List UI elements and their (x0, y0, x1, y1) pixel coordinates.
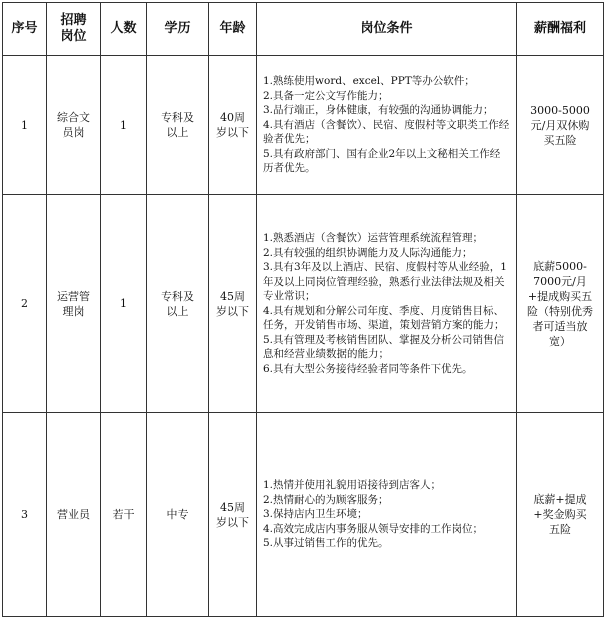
recruitment-table (2, 2, 604, 617)
condition-line: 5.具有政府部门、国有企业2年以上文秘相关工作经历者优先。 (263, 147, 501, 175)
header-count: 人数 (101, 3, 147, 56)
cell-seq: 1 (3, 56, 47, 195)
header-conditions: 岗位条件 (257, 3, 517, 56)
condition-line: 3.品行端正，身体健康，有较强的沟通协调能力； (263, 104, 494, 117)
cell-position: 营业员 (47, 413, 101, 617)
cell-conditions (257, 56, 517, 195)
condition-line: 5.具有管理及考核销售团队、掌握及分析公司销售信息和经营业绩数据的能力； (263, 333, 505, 360)
condition-line: 1.熟悉酒店（含餐饮）运营管理系统流程管理； (263, 232, 484, 244)
header-position: 招聘岗位 (47, 3, 101, 56)
condition-line: 2.具备一定公文写作能力； (263, 89, 389, 102)
cell-age: 45周岁以下 (209, 413, 257, 617)
condition-line: 1.熟练使用word、excel、PPT等办公软件； (263, 75, 475, 88)
cell-education: 中专 (147, 413, 209, 617)
table-row (3, 56, 604, 195)
cell-conditions (257, 413, 517, 617)
cell-education: 专科及以上 (147, 195, 209, 413)
table-row (3, 413, 604, 617)
cell-age: 45周岁以下 (209, 195, 257, 413)
header-row (3, 3, 604, 56)
condition-line: 1.热情并使用礼貌用语接待到店客人； (263, 479, 442, 492)
cell-count: 1 (101, 56, 147, 195)
cell-education: 专科及以上 (147, 56, 209, 195)
cell-conditions (257, 195, 517, 413)
condition-line: 3.保持店内卫生环境； (263, 508, 368, 521)
condition-line: 2.具有较强的组织协调能力及人际沟通能力； (263, 246, 473, 259)
cell-count: 1 (101, 195, 147, 413)
condition-line: 6.具有大型公务接待经验者同等条件下优先。 (263, 362, 473, 375)
cell-salary: 底薪+提成+奖金购买五险 (517, 413, 604, 617)
cell-position: 综合文员岗 (47, 56, 101, 195)
header-education: 学历 (147, 3, 209, 56)
cell-age: 40周岁以下 (209, 56, 257, 195)
cell-salary: 底薪5000-7000元/月+提成购买五险（特别优秀者可适当放宽） (517, 195, 604, 413)
cell-salary: 3000-5000元/月双休购买五险 (517, 56, 604, 195)
cell-position: 运营管理岗 (47, 195, 101, 413)
condition-line: 4.具有规划和分解公司年度、季度、月度销售目标、任务，开发销售市场、渠道，策划营销方案的能力； (263, 304, 505, 331)
cell-seq: 2 (3, 195, 47, 413)
condition-line: 2.热情耐心的为顾客服务； (263, 493, 389, 506)
condition-line: 4.具有酒店（含餐饮）、民宿、度假村等文职类工作经验者优先； (263, 118, 510, 146)
header-seq: 序号 (3, 3, 47, 56)
cell-count: 若干 (101, 413, 147, 617)
condition-line: 5.从事过销售工作的优先。 (263, 537, 389, 550)
cell-seq: 3 (3, 413, 47, 617)
condition-line: 3.具有3年及以上酒店、民宿、度假村等从业经验，1年及以上同岗位管理经验，熟悉行业法律法规及相关专业常识； (263, 261, 507, 302)
header-salary: 薪酬福利 (517, 3, 604, 56)
table-row (3, 195, 604, 413)
condition-line: 4.高效完成店内事务服从领导安排的工作岗位； (263, 522, 484, 535)
header-age: 年龄 (209, 3, 257, 56)
